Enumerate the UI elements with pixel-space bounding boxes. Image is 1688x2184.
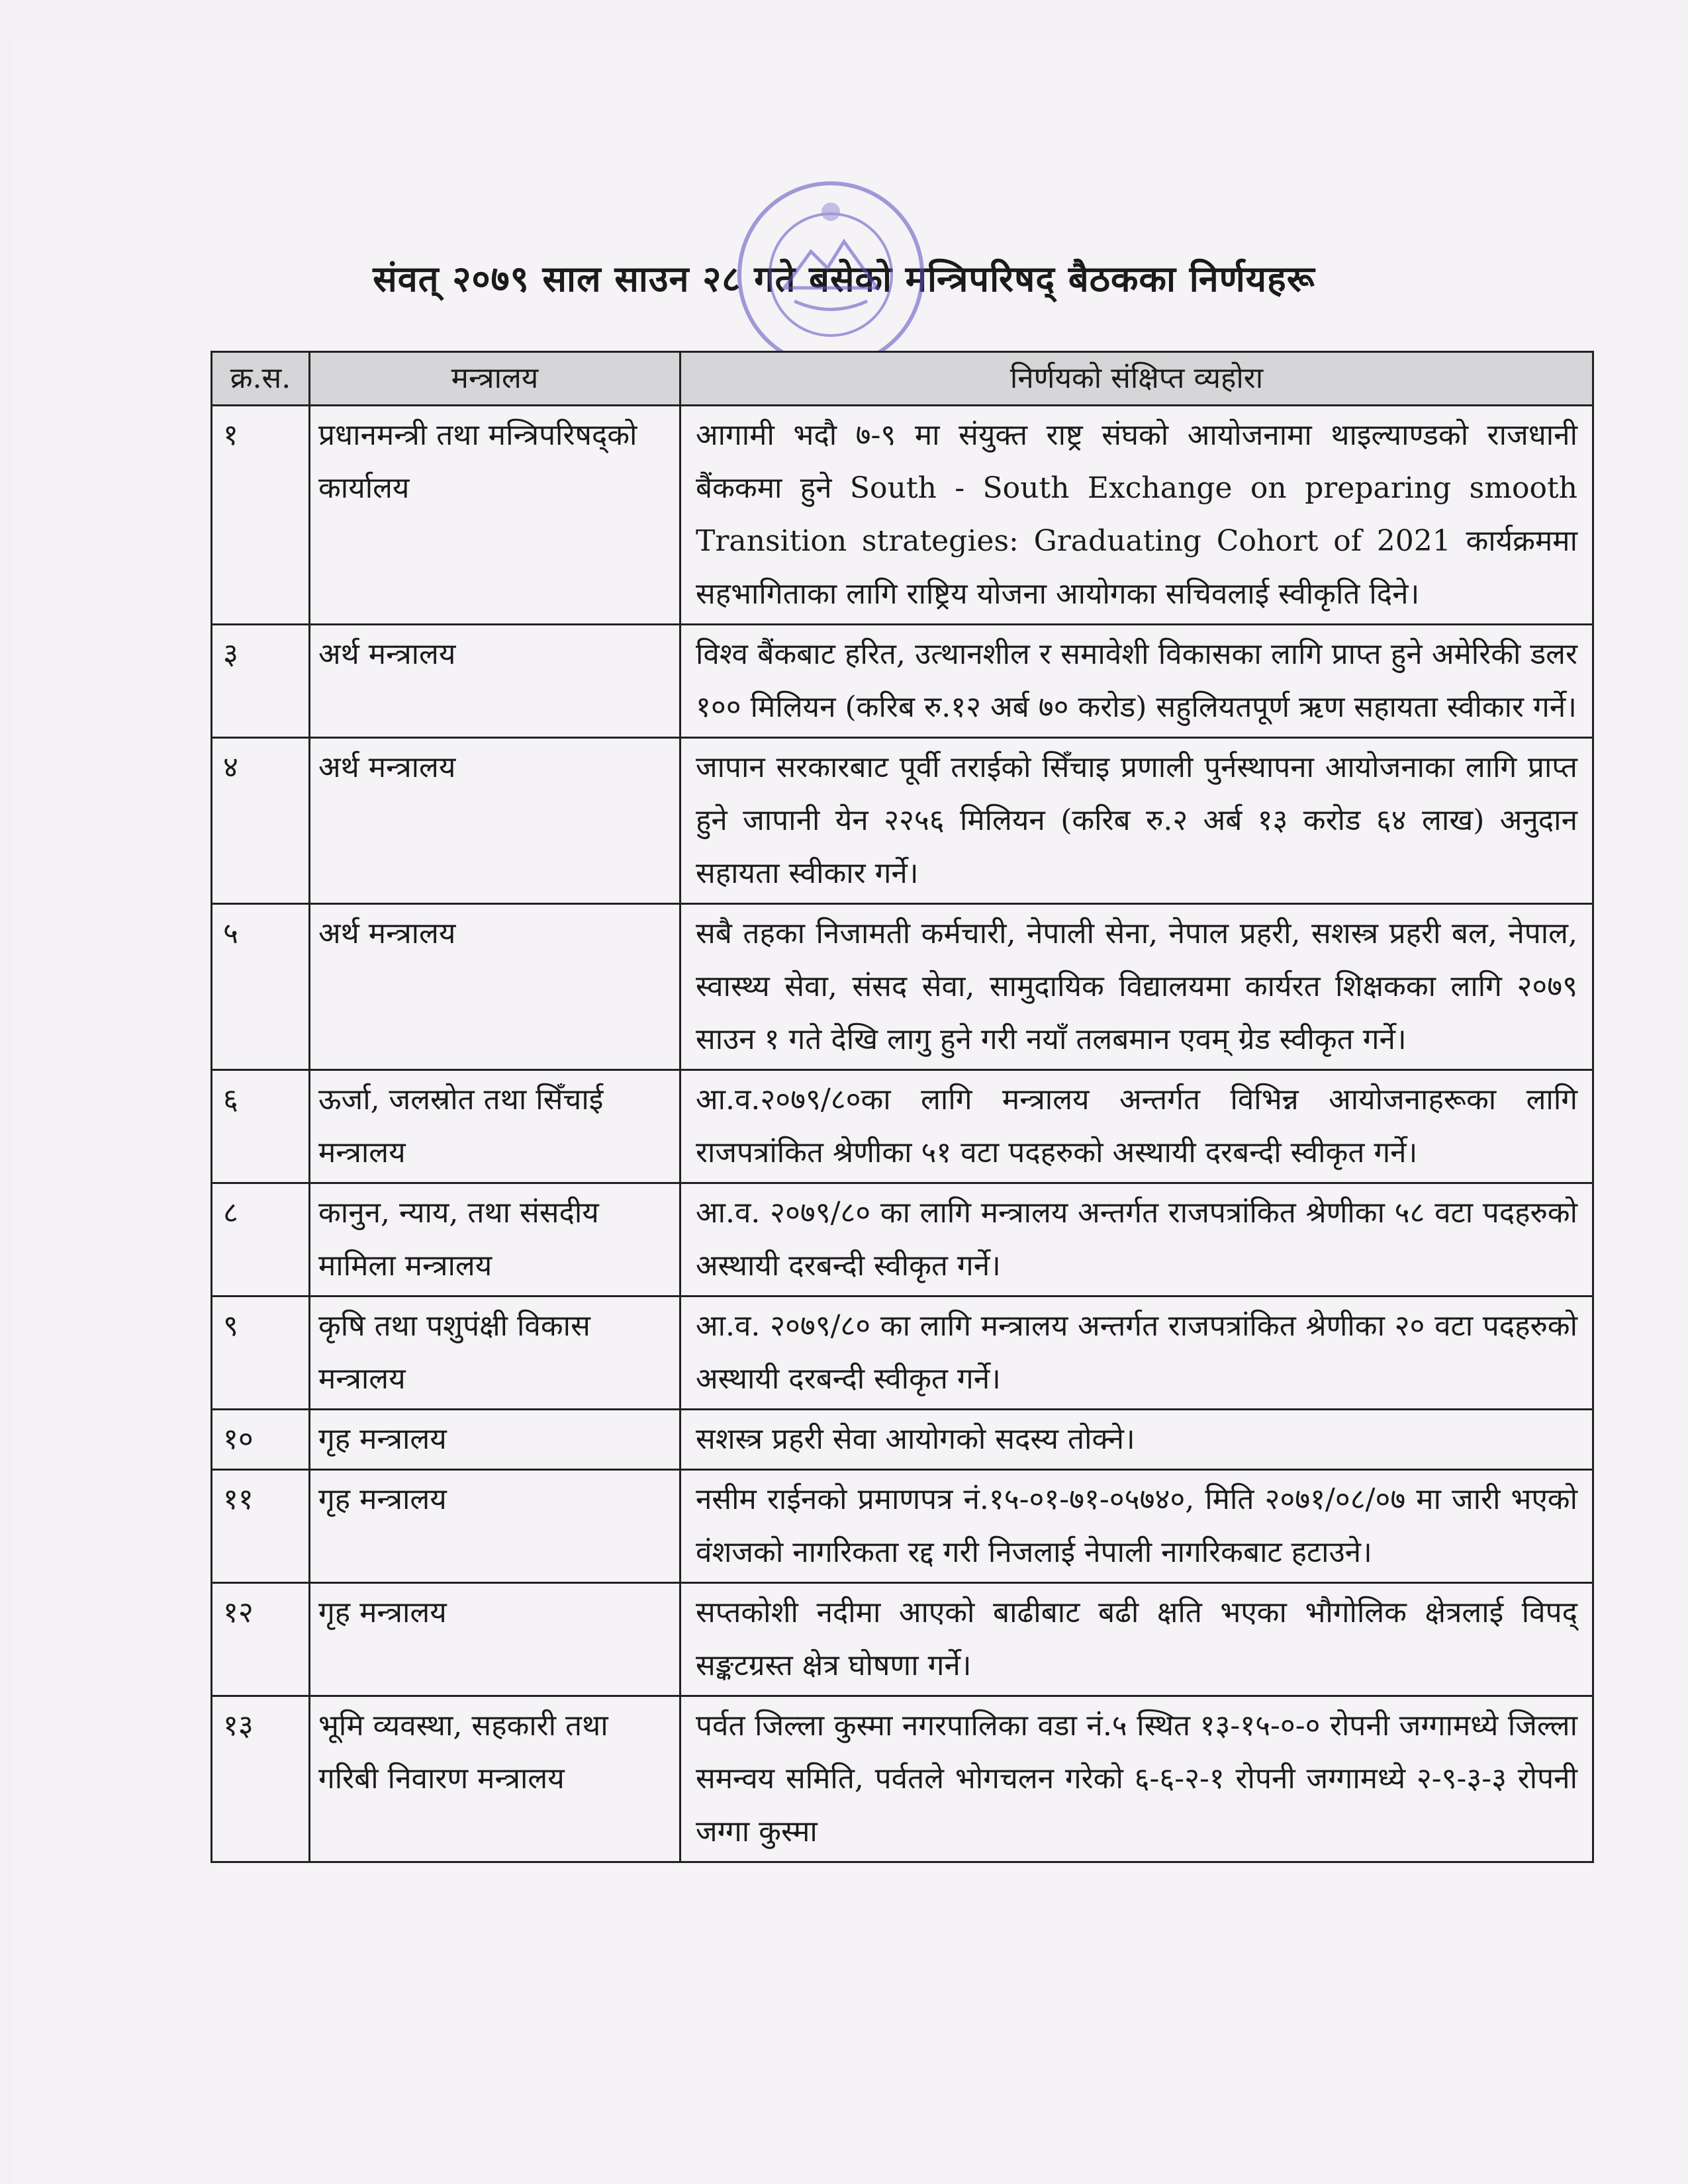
table-row [212, 1297, 1593, 1410]
row-decision: सप्तकोशी नदीमा आएको बाढीबाट बढी क्षति भएका भौगोलिक क्षेत्रलाई विपद् सङ्कटग्रस्त क्षेत्र घोषणा गर्ने। [680, 1583, 1593, 1696]
row-serial-number: ६ [212, 1070, 310, 1183]
row-decision: आगामी भदौ ७-९ मा संयुक्त राष्ट्र संघको आयोजनामा थाइल्याण्डको राजधानी बैंककमा हुने South - South Exchange on preparing smooth Transition strategies: Graduating Cohort of 2021 कार्यक्रममा सहभागिताका लागि राष्ट्रिय योजना आयोगका सचिवलाई स्वीकृति दिने। [680, 406, 1593, 625]
row-serial-number: १३ [212, 1696, 310, 1862]
table-row [212, 1070, 1593, 1183]
row-serial-number: ५ [212, 904, 310, 1070]
row-ministry: कानुन, न्याय, तथा संसदीय मामिला मन्त्रालय [310, 1183, 680, 1297]
header-serial-number: क्र.स. [212, 352, 310, 406]
row-ministry: भूमि व्यवस्था, सहकारी तथा गरिबी निवारण मन्त्रालय [310, 1696, 680, 1862]
row-decision: जापान सरकारबाट पूर्वी तराईको सिँचाइ प्रणाली पुर्नस्थापना आयोजनाका लागि प्राप्त हुने जापानी येन २२५६ मिलियन (करिब रु.२ अर्ब १३ करोड ६४ लाख) अनुदान सहायता स्वीकार गर्ने। [680, 738, 1593, 904]
table-row [212, 904, 1593, 1070]
row-serial-number: १० [212, 1410, 310, 1470]
row-ministry: कृषि तथा पशुपंक्षी विकास मन्त्रालय [310, 1297, 680, 1410]
row-decision: आ.व. २०७९/८० का लागि मन्त्रालय अन्तर्गत राजपत्रांकित श्रेणीका २० वटा पदहरुको अस्थायी दरबन्दी स्वीकृत गर्ने। [680, 1297, 1593, 1410]
document-title: संवत् २०७९ साल साउन २८ गते बसेको मन्त्रिपरिषद् बैठकका निर्णयहरू [373, 257, 1315, 300]
header-decision-summary: निर्णयको संक्षिप्त व्यहोरा [680, 352, 1593, 406]
row-decision: नसीम राईनको प्रमाणपत्र नं.१५-०१-७१-०५७४०, मिति २०७१/०८/०७ मा जारी भएको वंशजको नागरिकता रद्द गरी निजलाई नेपाली नागरिकबाट हटाउने। [680, 1470, 1593, 1583]
table-header-row [212, 352, 1593, 406]
row-serial-number: ९ [212, 1297, 310, 1410]
row-ministry: ऊर्जा, जलस्रोत तथा सिँचाई मन्त्रालय [310, 1070, 680, 1183]
table-row [212, 1583, 1593, 1696]
row-decision: आ.व.२०७९/८०का लागि मन्त्रालय अन्तर्गत विभिन्न आयोजनाहरूका लागि राजपत्रांकित श्रेणीका ५१ वटा पदहरुको अस्थायी दरबन्दी स्वीकृत गर्ने। [680, 1070, 1593, 1183]
table-row [212, 1410, 1593, 1470]
row-decision: सशस्त्र प्रहरी सेवा आयोगको सदस्य तोक्ने। [680, 1410, 1593, 1470]
table-row [212, 1696, 1593, 1862]
row-serial-number: ३ [212, 625, 310, 738]
table-row [212, 1470, 1593, 1583]
row-ministry: प्रधानमन्त्री तथा मन्त्रिपरिषद्को कार्यालय [310, 406, 680, 625]
row-serial-number: ४ [212, 738, 310, 904]
row-decision: पर्वत जिल्ला कुस्मा नगरपालिका वडा नं.५ स्थित १३-१५-०-० रोपनी जग्गामध्ये जिल्ला समन्वय समिति, पर्वतले भोगचलन गरेको ६-६-२-१ रोपनी जग्गामध्ये २-९-३-३ रोपनी जग्गा कुस्मा [680, 1696, 1593, 1862]
row-ministry: गृह मन्त्रालय [310, 1583, 680, 1696]
row-decision: सबै तहका निजामती कर्मचारी, नेपाली सेना, नेपाल प्रहरी, सशस्त्र प्रहरी बल, नेपाल, स्वास्थ्य सेवा, संसद सेवा, सामुदायिक विद्यालयमा कार्यरत शिक्षकका लागि २०७९ साउन १ गते देखि लागु हुने गरी नयाँ तलबमान एवम् ग्रेड स्वीकृत गर्ने। [680, 904, 1593, 1070]
government-seal-stamp [722, 175, 940, 381]
row-ministry: गृह मन्त्रालय [310, 1470, 680, 1583]
table-row [212, 625, 1593, 738]
row-serial-number: १ [212, 406, 310, 625]
row-serial-number: १२ [212, 1583, 310, 1696]
table-row [212, 406, 1593, 625]
table-row [212, 1183, 1593, 1297]
decisions-table [211, 351, 1594, 1863]
header-ministry: मन्त्रालय [310, 352, 680, 406]
row-decision: विश्व बैंकबाट हरित, उत्थानशील र समावेशी विकासका लागि प्राप्त हुने अमेरिकी डलर १०० मिलियन (करिब रु.१२ अर्ब ७० करोड) सहुलियतपूर्ण ऋण सहायता स्वीकार गर्ने। [680, 625, 1593, 738]
row-serial-number: ११ [212, 1470, 310, 1583]
row-ministry: अर्थ मन्त्रालय [310, 738, 680, 904]
row-ministry: गृह मन्त्रालय [310, 1410, 680, 1470]
row-ministry: अर्थ मन्त्रालय [310, 625, 680, 738]
row-ministry: अर्थ मन्त्रालय [310, 904, 680, 1070]
table-row [212, 738, 1593, 904]
row-serial-number: ८ [212, 1183, 310, 1297]
row-decision: आ.व. २०७९/८० का लागि मन्त्रालय अन्तर्गत राजपत्रांकित श्रेणीका ५८ वटा पदहरुको अस्थायी दरबन्दी स्वीकृत गर्ने। [680, 1183, 1593, 1297]
